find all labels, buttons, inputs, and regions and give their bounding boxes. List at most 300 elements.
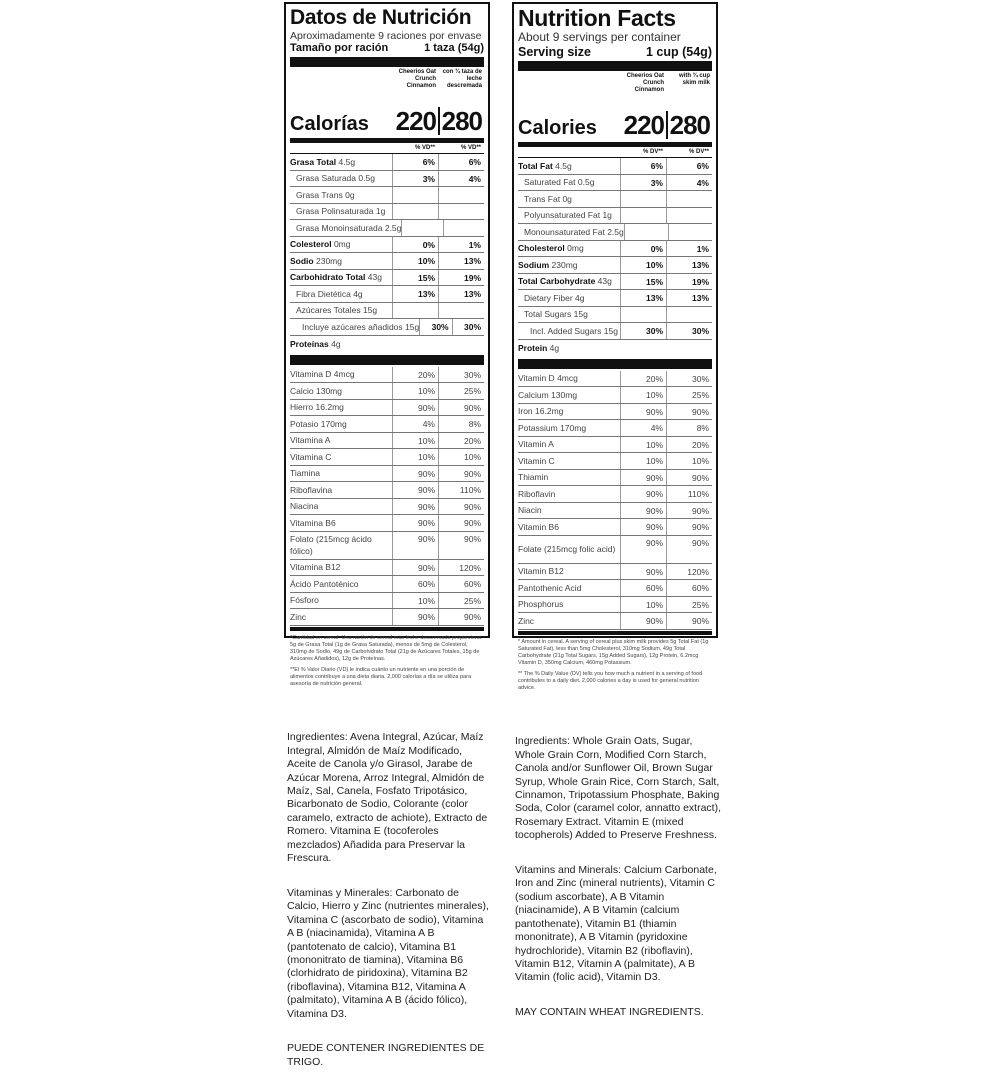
dv-with-milk	[438, 303, 484, 319]
nutrient-row	[290, 270, 484, 287]
nutrient-row	[290, 319, 484, 336]
nutrient-label	[290, 419, 392, 429]
vitamin-row	[290, 609, 484, 626]
nutrient-name: Iron	[518, 406, 533, 417]
serving-size-row	[518, 45, 712, 59]
dv-cereal	[620, 307, 666, 323]
dv-with-milk: 19%	[666, 274, 712, 290]
nutrient-name: Incl. Added Sugars	[530, 325, 602, 336]
nutrient-amount: 170mg	[320, 418, 347, 429]
nutrient-amount: 4mcg	[333, 369, 355, 380]
nutrient-name: Saturated Fat	[524, 177, 576, 188]
nutrient-row	[290, 171, 484, 188]
dv-with-milk: 30%	[666, 371, 712, 387]
dv-cereal: 4%	[620, 420, 666, 436]
dv-with-milk: 20%	[666, 437, 712, 453]
allergen-statement: MAY CONTAIN WHEAT INGREDIENTS.	[515, 1006, 704, 1019]
nutrient-amount: 4.5g	[555, 160, 572, 171]
allergen-statement: PUEDE CONTENER INGREDIENTES DE TRIGO.	[287, 1042, 485, 1068]
nutrient-label	[290, 518, 392, 528]
vitamin-row	[290, 383, 484, 400]
nutrient-amount: 0g	[345, 189, 355, 200]
vitamin-row	[518, 564, 712, 581]
dv-cereal: 90%	[392, 466, 438, 482]
dv-with-milk: 13%	[438, 286, 484, 302]
nutrient-row	[290, 187, 484, 204]
dv-cereal: 90%	[620, 470, 666, 486]
nutrient-label	[290, 190, 392, 200]
serving-size-value: 1 taza (54g)	[424, 42, 484, 54]
dv-with-milk: 8%	[438, 416, 484, 432]
nutrient-name: Phosphorus	[518, 599, 564, 610]
dv-with-milk	[666, 208, 712, 224]
dv-cereal: 90%	[392, 499, 438, 515]
dv-cereal: 90%	[392, 532, 438, 559]
footnote-daily-value: ** The % Daily Value (DV) tells you how much a nutrient in a serving of food contributes to a daily diet. 2,000 calories a day is used for general nutrition advice.	[518, 670, 703, 691]
dv-with-milk: 120%	[666, 564, 712, 580]
vitamin-row	[290, 416, 484, 433]
dv-with-milk: 90%	[438, 466, 484, 482]
dv-cereal: 20%	[620, 371, 666, 387]
vitamin-row	[290, 449, 484, 466]
dv-with-milk: 25%	[438, 383, 484, 399]
dv-with-milk: 13%	[666, 290, 712, 306]
nutrient-name: Zinc	[290, 611, 307, 622]
nutrient-name: Riboflavina	[290, 484, 333, 495]
nutrient-name: Vitamin D	[518, 373, 555, 384]
nutrient-label	[518, 309, 620, 319]
nutrient-name: Grasa Polinsaturada	[296, 206, 374, 217]
vitamin-rows	[518, 371, 712, 630]
dv-cereal: 13%	[392, 286, 438, 302]
divider-medium	[290, 138, 484, 143]
dv-cereal: 10%	[620, 437, 666, 453]
nutrient-label	[290, 501, 392, 511]
dv-cereal: 90%	[392, 560, 438, 576]
vitamin-row	[518, 437, 712, 454]
nutrient-label	[518, 543, 620, 555]
nutrient-name: Total Sugars	[524, 309, 572, 320]
dv-with-milk: 4%	[666, 175, 712, 191]
nutrient-row	[290, 204, 484, 221]
nutrient-name: Monounsaturated Fat	[524, 226, 605, 237]
dv-header-cereal: % VD**	[414, 145, 435, 151]
dv-cereal: 15%	[620, 274, 666, 290]
nutrient-amount: 15g	[603, 325, 618, 336]
nutrient-name: Folate (215mcg folic acid)	[518, 544, 616, 554]
dv-with-milk: 60%	[438, 576, 484, 592]
dv-cereal: 90%	[392, 609, 438, 625]
nutrient-amount: 43g	[367, 272, 382, 283]
nutrient-amount: 2.5g	[384, 222, 402, 233]
nutrient-amount: 15g	[405, 321, 420, 332]
nutrient-name: Sodio	[290, 255, 314, 266]
vitamin-row	[518, 470, 712, 487]
nutrient-label	[518, 243, 620, 253]
dv-with-milk: 4%	[438, 171, 484, 187]
dv-cereal: 0%	[620, 241, 666, 257]
nutrient-amount: 170mg	[560, 422, 587, 433]
nutrient-label	[518, 210, 620, 220]
servings-per-container: Aproximadamente 9 raciones por envase	[290, 30, 482, 42]
column-header-with-milk: with ¾ cup skim milk	[678, 73, 710, 86]
vitamin-row	[518, 580, 712, 597]
nutrient-row	[518, 290, 712, 307]
nutrient-amount: 0mg	[567, 243, 584, 254]
nutrient-label	[290, 322, 419, 332]
nutrient-name: Grasa Trans	[296, 189, 343, 200]
dv-header-with-milk: % VD**	[460, 145, 481, 151]
nutrient-name: Vitamina B12	[290, 562, 341, 573]
nutrient-label	[290, 562, 392, 572]
dv-with-milk: 110%	[438, 482, 484, 498]
dv-cereal: 0%	[392, 237, 438, 253]
nutrient-amount: 130mg	[551, 389, 578, 400]
nutrient-name: Ácido Pantoténico	[290, 578, 359, 589]
dv-with-milk: 90%	[438, 400, 484, 416]
calories-with-milk: 280	[666, 111, 712, 139]
protein-row	[290, 336, 484, 353]
nutrient-name: Vitamina C	[290, 451, 332, 462]
vitamin-row	[290, 499, 484, 516]
vitamin-row	[518, 503, 712, 520]
vitamin-row	[290, 400, 484, 417]
nutrient-amount: 2.5g	[607, 226, 624, 237]
vitamin-row	[290, 466, 484, 483]
dv-cereal: 90%	[392, 400, 438, 416]
dv-with-milk: 90%	[438, 532, 484, 559]
nutrient-name: Sodium	[518, 259, 550, 270]
vitamins-minerals-text: Vitaminas y Minerales: Carbonato de Calcio, Hierro y Zinc (nutrientes minerales), Vitamina C (ascorbato de sodio), Vitamina A B (niacinamida), Vitamina A B (pantotenato de calcio), Vitamina B1 (mononitrato de tiamina), Vitamina B6 (clorhidrato de piridoxina), Vitamina B2 (riboflavina), Vitamina B12, Vitamina A (palmitato), Vitamina A B (ácido fólico), Vitamina D3.	[287, 886, 489, 1020]
vitamin-row	[518, 420, 712, 437]
serving-size-label: Tamaño por ración	[290, 42, 389, 54]
footnote-amount: * Amount in cereal. A serving of cereal plus skim milk provides 5g Total Fat (1g Saturated Fat), less than 5mg Cholesterol, 310mg Sodium, 49g Total Carbohydrate (21g Total Sugars, 15g Added Sugars), 12g Protein, 6.2mcg Vitamin D, 350mg Calcium, 460mg Potassium.	[518, 638, 709, 666]
dv-cereal	[624, 224, 668, 240]
nutrient-row	[290, 286, 484, 303]
nutrient-label	[518, 439, 620, 449]
nutrient-label	[290, 402, 392, 412]
vitamin-row	[518, 519, 712, 536]
dv-with-milk: 90%	[438, 515, 484, 531]
dv-with-milk: 25%	[666, 387, 712, 403]
nutrient-label	[290, 239, 392, 249]
vitamin-row	[290, 576, 484, 593]
nutrient-row	[518, 175, 712, 192]
nutrient-label	[290, 386, 392, 396]
calories-cereal: 220	[623, 110, 664, 140]
nutrient-name: Vitamina B6	[290, 517, 336, 528]
nutrient-row	[518, 158, 712, 175]
nutrient-row	[518, 191, 712, 208]
nutrient-row	[290, 303, 484, 320]
nutrition-panel-spanish	[284, 2, 490, 687]
nutrient-label	[290, 533, 392, 557]
serving-size-value: 1 cup (54g)	[646, 45, 712, 59]
nutrient-label	[290, 206, 392, 216]
nutrient-row	[518, 274, 712, 291]
nutrient-amount: 230mg	[551, 259, 578, 270]
footnote-daily-value: **El % Valor Diario (VD) le indica cuánto un nutriente en una porción de alimentos contribuye a una dieta diaria. 2,000 calorías a día se utiliza para asesoría de nutrición general.	[290, 666, 471, 687]
nutrient-label	[518, 161, 620, 171]
dv-cereal: 15%	[392, 270, 438, 286]
nutrient-label	[290, 468, 392, 478]
dv-with-milk: 90%	[666, 470, 712, 486]
panel-title: Nutrition Facts	[518, 5, 676, 31]
nutrient-name: Vitamin C	[518, 455, 555, 466]
nutrient-label	[518, 326, 620, 336]
nutrient-amount: 43g	[597, 276, 612, 287]
nutrient-amount: 130mg	[316, 385, 342, 396]
nutrient-label	[290, 369, 392, 379]
dv-with-milk: 120%	[438, 560, 484, 576]
dv-with-milk: 30%	[666, 323, 712, 339]
nutrient-name: Vitamin B12	[518, 566, 564, 577]
dv-with-milk: 25%	[438, 593, 484, 609]
nutrient-name: Dietary Fiber	[524, 292, 573, 303]
dv-cereal: 10%	[620, 453, 666, 469]
nutrient-row	[518, 208, 712, 225]
nutrient-name: Colesterol	[290, 239, 332, 250]
serving-size-label: Serving size	[518, 45, 591, 59]
dv-cereal: 10%	[392, 449, 438, 465]
nutrient-name: Zinc	[518, 615, 535, 626]
footnote-amount: *Cantidad en cereal. Una ración de cereal más leche descremada proporciona 5g de Grasa Total (1g de Grasa Saturada), menos de 5mg de Colesterol, 310mg de Sodio, 49g de Carbohidrato Total (21g de Azúcares Totales, 15g de Azúcares Añadidos), 12g de Proteínas.	[290, 634, 482, 662]
vitamin-row	[518, 404, 712, 421]
dv-cereal: 3%	[392, 171, 438, 187]
nutrient-amount: 4mcg	[557, 373, 578, 384]
nutrient-label	[518, 293, 620, 303]
dv-with-milk	[666, 191, 712, 207]
calories-row	[518, 109, 712, 139]
nutrient-name: Potasio	[290, 418, 319, 429]
vitamin-row	[290, 433, 484, 450]
dv-with-milk: 90%	[666, 404, 712, 420]
nutrient-name: Potassium	[518, 422, 558, 433]
nutrient-name: Calcio	[290, 385, 314, 396]
nutrient-name: Cholesterol	[518, 243, 565, 254]
dv-cereal: 6%	[392, 154, 438, 170]
dv-with-milk	[438, 204, 484, 220]
nutrient-name: Polyunsaturated Fat	[524, 210, 601, 221]
vitamin-row	[518, 613, 712, 630]
nutrient-label	[518, 599, 620, 609]
nutrient-amount: 0mg	[333, 239, 351, 250]
protein-amount: 4g	[331, 339, 341, 349]
vitamin-row	[290, 515, 484, 532]
nutrient-label	[518, 260, 620, 270]
nutrient-name: Azúcares Totales	[296, 305, 361, 316]
panel-title: Datos de Nutrición	[290, 6, 472, 29]
nutrient-label	[290, 272, 392, 282]
vitamin-row	[290, 367, 484, 384]
nutrient-name: Grasa Saturada	[296, 173, 357, 184]
column-headers	[518, 73, 712, 109]
dv-with-milk: 6%	[666, 158, 712, 174]
dv-cereal: 10%	[620, 597, 666, 613]
dv-cereal: 10%	[392, 383, 438, 399]
dv-cereal: 10%	[392, 253, 438, 269]
nutrient-label	[518, 489, 620, 499]
nutrient-label	[518, 566, 620, 576]
nutrient-name: Carbohidrato Total	[290, 272, 366, 283]
dv-cereal: 4%	[392, 416, 438, 432]
dv-with-milk: 90%	[666, 613, 712, 629]
dv-cereal: 90%	[620, 503, 666, 519]
nutrition-panel-english	[512, 2, 718, 691]
protein-amount: 4g	[549, 343, 560, 353]
vitamin-row	[518, 371, 712, 388]
dv-with-milk: 90%	[666, 519, 712, 535]
nutrient-amount: 4g	[575, 292, 585, 303]
nutrient-label	[518, 522, 620, 532]
vitamin-row	[290, 532, 484, 560]
nutrient-label	[290, 485, 392, 495]
dv-with-milk: 8%	[666, 420, 712, 436]
nutrient-row	[518, 323, 712, 340]
divider-medium	[518, 142, 712, 147]
nutrient-amount: 15g	[573, 309, 588, 320]
dv-cereal: 6%	[620, 158, 666, 174]
dv-with-milk: 90%	[438, 499, 484, 515]
dv-cereal: 30%	[419, 319, 451, 335]
ingredients-english	[515, 722, 725, 1041]
vitamin-row	[518, 597, 712, 614]
ingredients-text: Ingredients: Whole Grain Oats, Sugar, Whole Grain Corn, Modified Corn Starch, Canola and/or Sunflower Oil, Brown Sugar Syrup, Whole Grain Rice, Corn Starch, Salt, Cinnamon, Tripotassium Phosphate, Baking Soda, Color (caramel color, annatto extract), Rosemary Extract. Vitamin E (mixed tocopherols) Added to Preserve Freshness.	[515, 735, 722, 842]
dv-with-milk: 30%	[438, 367, 484, 383]
calories-label: Calories	[518, 117, 597, 139]
nutrient-row	[518, 241, 712, 258]
nutrient-label	[518, 505, 620, 515]
nutrient-rows	[290, 154, 484, 336]
dv-cereal: 90%	[620, 564, 666, 580]
nutrient-amount: 16.2mg	[535, 406, 564, 417]
dv-with-milk: 19%	[438, 270, 484, 286]
dv-cereal: 60%	[392, 576, 438, 592]
nutrient-name: Incluye azúcares añadidos	[302, 321, 403, 332]
nutrient-amount: 16.2mg	[315, 402, 344, 413]
nutrient-amount: 0.5g	[577, 177, 595, 188]
dv-cereal: 90%	[392, 482, 438, 498]
nutrient-label	[518, 423, 620, 433]
dv-with-milk: 60%	[666, 580, 712, 596]
nutrient-label	[290, 289, 392, 299]
nutrient-name: Calcium	[518, 389, 549, 400]
dv-cereal	[620, 208, 666, 224]
dv-cereal	[392, 187, 438, 203]
vitamin-row	[518, 536, 712, 564]
nutrient-amount: 4g	[353, 288, 363, 299]
nutrient-name: Niacin	[518, 505, 542, 516]
dv-cereal: 3%	[620, 175, 666, 191]
vitamin-row	[518, 486, 712, 503]
dv-with-milk: 13%	[666, 257, 712, 273]
nutrient-name: Fósforo	[290, 595, 319, 606]
nutrient-label	[518, 456, 620, 466]
nutrient-label	[290, 157, 392, 167]
calories-with-milk: 280	[438, 107, 484, 135]
dv-cereal: 90%	[620, 613, 666, 629]
calories-row	[290, 105, 484, 135]
dv-with-milk: 30%	[452, 319, 484, 335]
dv-cereal: 30%	[620, 323, 666, 339]
divider-medium	[290, 627, 484, 631]
dv-with-milk: 13%	[438, 253, 484, 269]
dv-with-milk: 1%	[666, 241, 712, 257]
dv-cereal: 90%	[620, 536, 666, 563]
dv-with-milk: 20%	[438, 433, 484, 449]
dv-with-milk	[668, 224, 712, 240]
nutrient-label	[290, 595, 392, 605]
calories-cereal: 220	[395, 106, 436, 136]
nutrient-row	[290, 237, 484, 254]
dv-header	[518, 148, 712, 158]
nutrient-name: Hierro	[290, 402, 314, 413]
dv-cereal: 60%	[620, 580, 666, 596]
nutrient-name: Thiamin	[518, 472, 549, 483]
column-headers	[290, 69, 484, 105]
nutrient-name: Vitamin A	[518, 439, 554, 450]
serving-size-row	[290, 42, 484, 55]
divider-medium	[518, 631, 712, 635]
nutrient-label	[290, 579, 392, 589]
nutrient-amount: 230mg	[315, 255, 342, 266]
nutrient-name: Grasa Monoinsaturada	[296, 222, 383, 233]
nutrient-label	[518, 472, 620, 482]
nutrient-label	[290, 256, 392, 266]
nutrient-label	[518, 406, 620, 416]
dv-cereal	[401, 220, 442, 236]
nutrient-label	[290, 305, 392, 315]
vitamins-minerals-text: Vitamins and Minerals: Calcium Carbonate, Iron and Zinc (mineral nutrients), Vitamin C (sodium ascorbate), A B Vitamin (niacinamide), A B Vitamin (calcium pantothenate), Vitamin B1 (thiamin mononitrate), A B Vitamin (pyridoxine hydrochloride), Vitamin B2 (riboflavin), Vitamin B12, Vitamin A (palmitate), A B Vitamin (folic acid), Vitamin D3.	[515, 864, 717, 984]
nutrient-label	[518, 227, 624, 237]
nutrient-name: Fibra Dietética	[296, 288, 351, 299]
ingredients-text: Ingredientes: Avena Integral, Azúcar, Maíz Integral, Almidón de Maíz Modificado, Aceite de Canola y/o Girasol, Jarabe de Azúcar Morena, Arroz Integral, Almidón de Maíz, Sal, Canela, Fosfato Tripotásico, Bicarbonato de Sodio, Colorante (color caramelo, extracto de achiote), Extracto de Romero. Vitamina E (tocoferoles mezclados) Añadida para Preservar la Frescura.	[287, 731, 488, 865]
nutrient-name: Tiamina	[290, 468, 320, 479]
nutrient-name: Pantothenic Acid	[518, 582, 582, 593]
nutrient-label	[290, 612, 392, 622]
divider-thick	[518, 359, 712, 369]
nutrient-label	[290, 223, 401, 233]
nutrient-name: Vitamin B6	[518, 521, 559, 532]
divider-thick	[290, 57, 484, 67]
nutrient-name: Riboflavin	[518, 488, 556, 499]
dv-cereal: 90%	[620, 404, 666, 420]
nutrient-row	[290, 253, 484, 270]
column-header-cereal: Cheerios Oat Crunch Cinnamon	[398, 69, 436, 89]
nutrient-label	[518, 276, 620, 286]
protein-label: Protein	[518, 343, 548, 353]
divider-thick	[518, 61, 712, 71]
dv-cereal: 10%	[392, 593, 438, 609]
dv-cereal	[392, 303, 438, 319]
nutrient-label	[518, 194, 620, 204]
nutrient-row	[290, 220, 484, 237]
dv-with-milk: 90%	[666, 503, 712, 519]
dv-with-milk: 6%	[438, 154, 484, 170]
nutrient-label	[518, 583, 620, 593]
dv-cereal: 10%	[392, 433, 438, 449]
calories-label: Calorías	[290, 113, 369, 135]
nutrient-amount: 1g	[375, 206, 386, 217]
dv-header	[290, 144, 484, 154]
nutrient-name: Trans Fat	[524, 193, 561, 204]
nutrient-label	[518, 390, 620, 400]
divider-thick	[290, 355, 484, 365]
dv-with-milk	[666, 307, 712, 323]
nutrient-rows	[518, 158, 712, 340]
nutrient-row	[290, 154, 484, 171]
nutrient-name: Grasa Total	[290, 156, 337, 167]
